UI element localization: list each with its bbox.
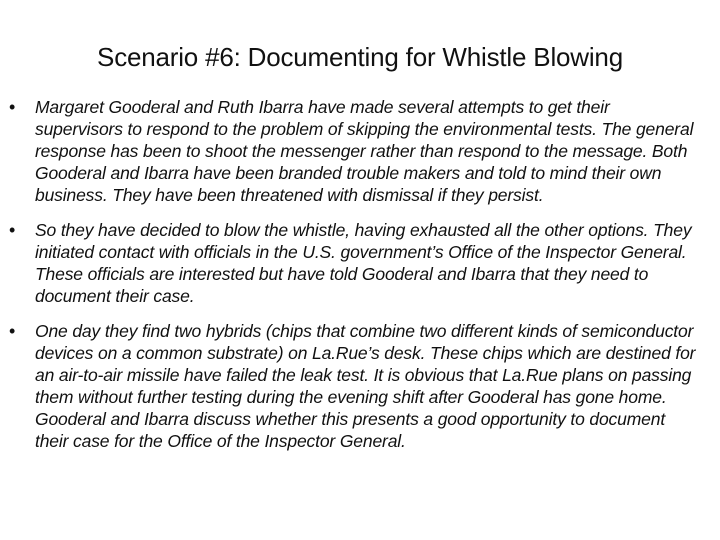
bullet-item-1 [0, 96, 720, 206]
bullet-text-3: One day they find two hybrids (chips that combine two different kinds of semiconductor devices on a common substrate) on La.Rue’s desk. These chips which are destined for an air-to-air missile have failed the leak test. It is obvious that La.Rue plans on passing them without further testing during the evening shift after Gooderal has gone home. Gooderal and Ibarra discuss whether this presents a good opportunity to document their case for the Office of the Inspector General. [35, 321, 696, 451]
bullet-text-1: Margaret Gooderal and Ruth Ibarra have made several attempts to get their supervisors to respond to the problem of skipping the environmental tests. The general response has been to shoot the messenger rather than respond to the message. Both Gooderal and Ibarra have been branded trouble makers and told to mind their own business. They have been threatened with dismissal if they persist. [35, 97, 694, 205]
bullet-marker: • [9, 97, 16, 117]
bullet-item-2 [0, 219, 720, 307]
bullet-text-2: So they have decided to blow the whistle, having exhausted all the other options. They initiated contact with officials in the U.S. government’s Office of the Inspector General. These officials are interested but have told Gooderal and Ibarra that they need to document their case. [35, 220, 692, 306]
bullet-marker: • [9, 220, 16, 240]
bullet-item-3 [0, 320, 720, 452]
bullet-list [0, 96, 720, 465]
slide-title: Scenario #6: Documenting for Whistle Blowing [97, 42, 623, 72]
bullet-marker: • [9, 321, 16, 341]
